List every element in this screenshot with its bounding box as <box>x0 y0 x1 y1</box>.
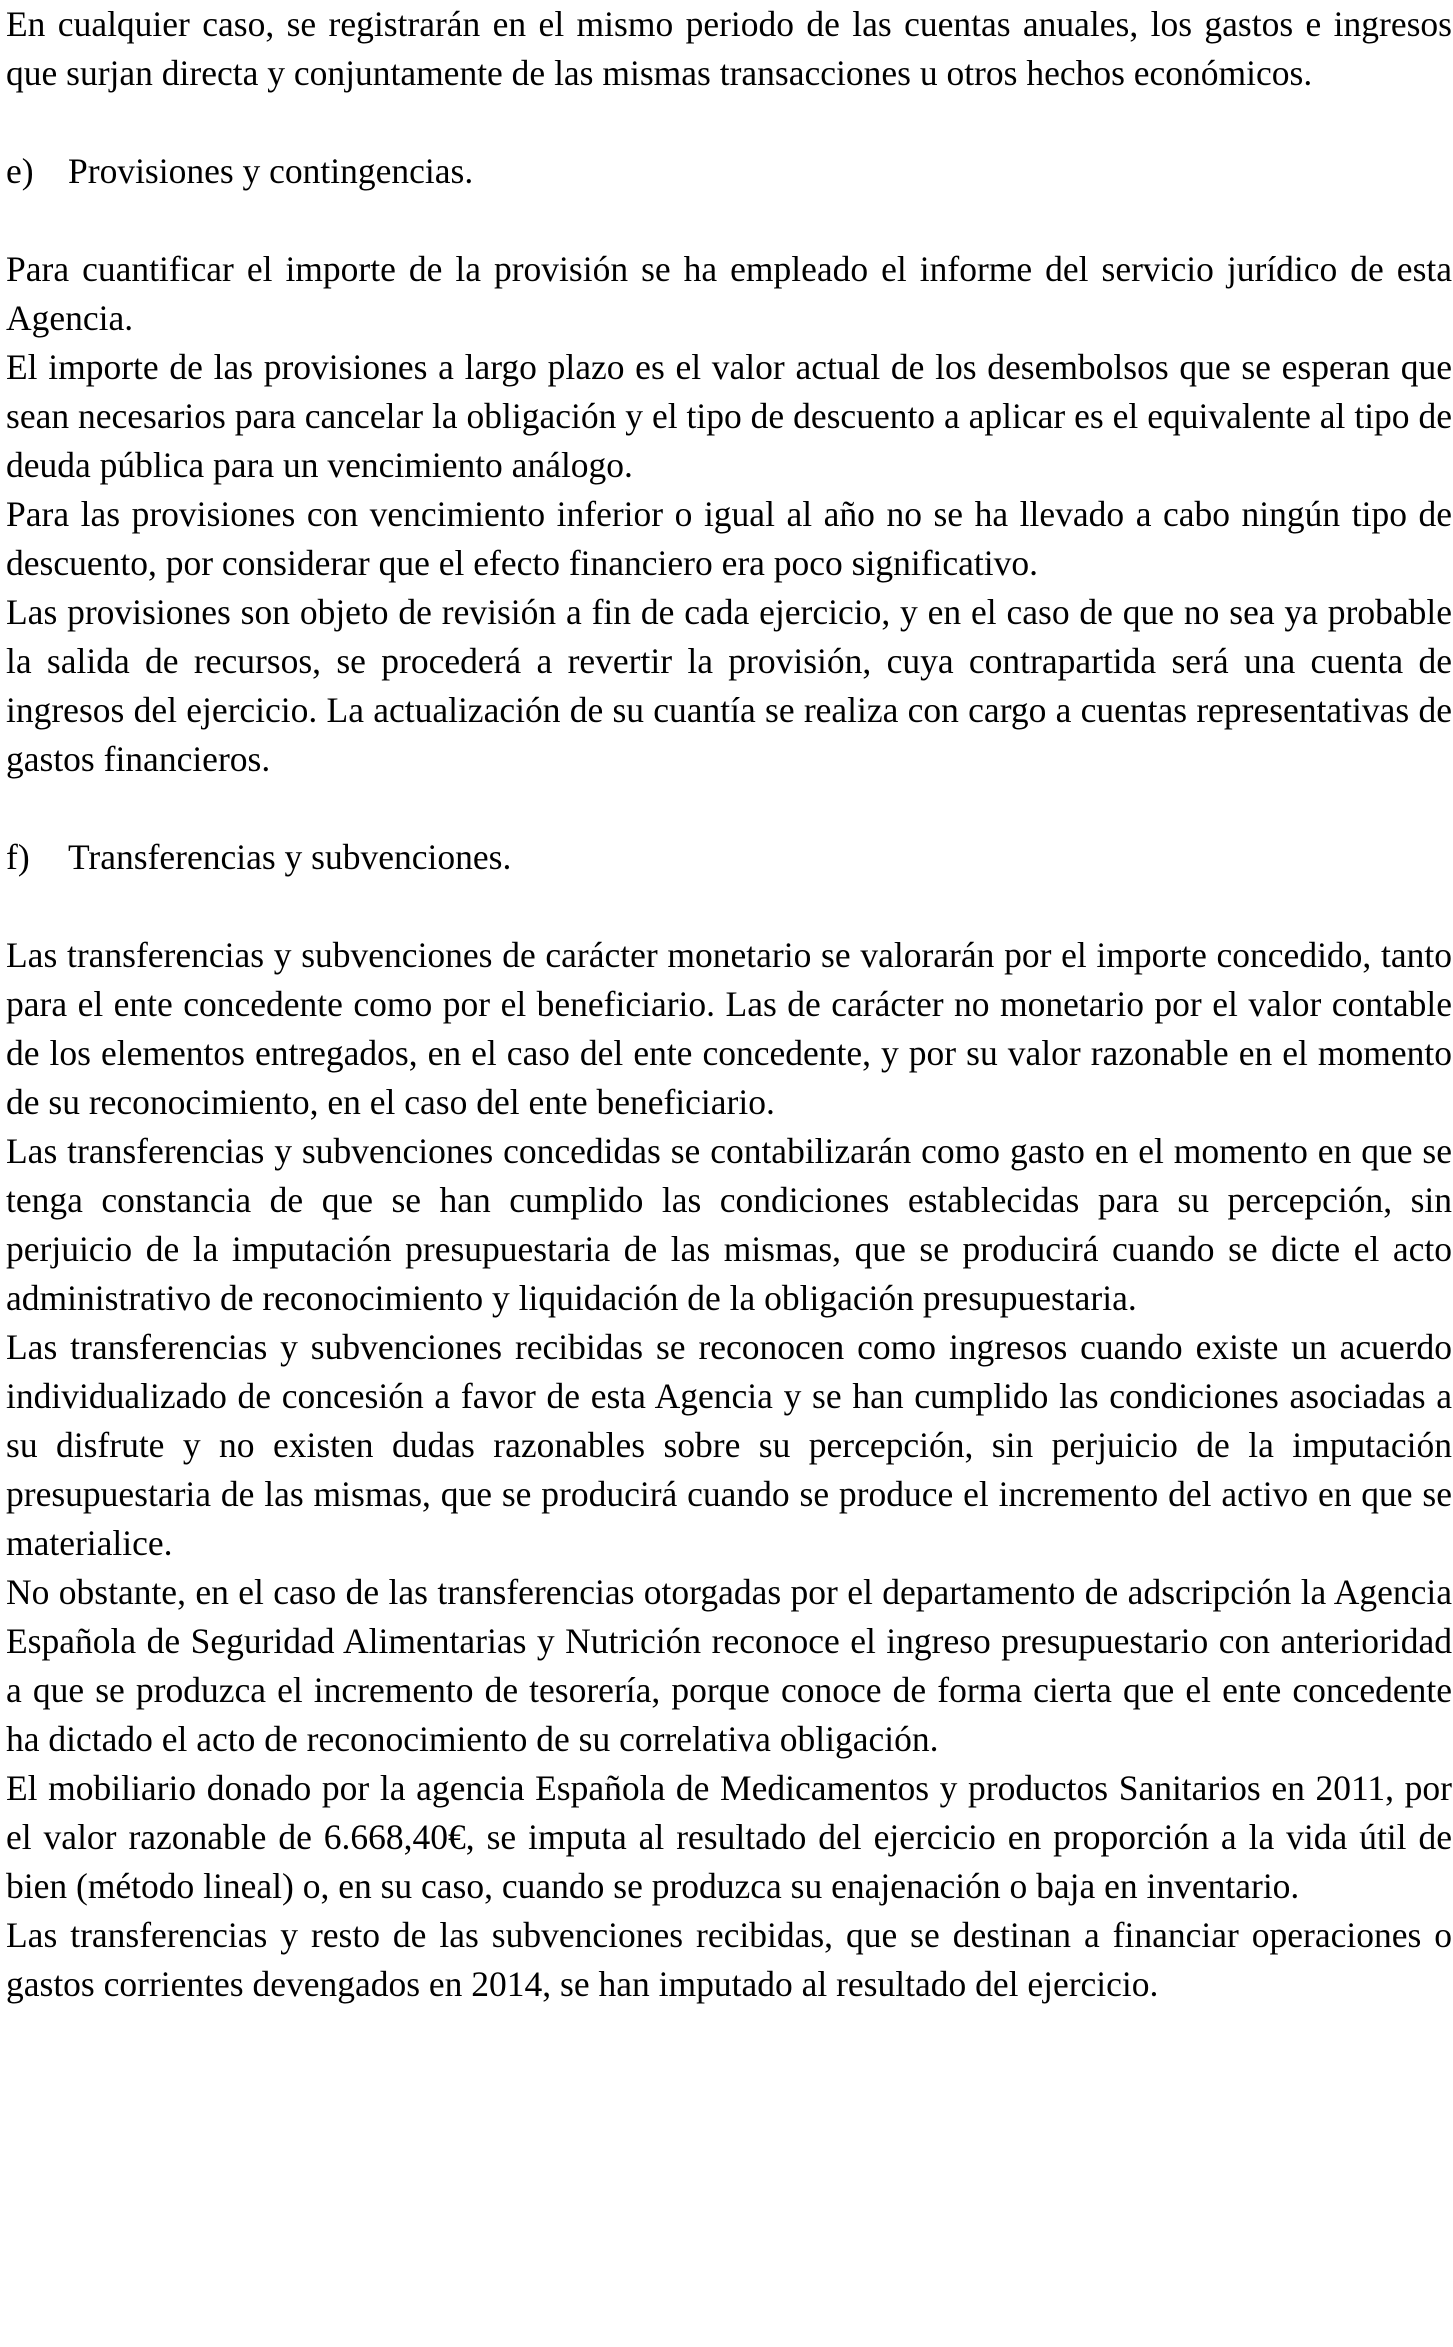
section-e-title: Provisiones y contingencias. <box>68 151 474 191</box>
section-f-paragraph-1: Las transferencias y subvenciones de carácter monetario se valorarán por el importe concedido, tanto para el ente concedente como por el beneficiario. Las de carácter no monetario por el valor contable de los elementos entregados, en el caso del ente concedente, y por su valor razonable en el momento de su reconocimiento, en el caso del ente beneficiario. <box>6 935 1452 1122</box>
section-e-heading <box>6 147 1452 196</box>
section-f-paragraph-3: Las transferencias y subvenciones recibidas se reconocen como ingresos cuando existe un acuerdo individualizado de concesión a favor de esta Agencia y se han cumplido las condiciones asociadas a su disfrute y no existen dudas razonables sobre su percepción, sin perjuicio de la imputación presupuestaria de las mismas, que se producirá cuando se produce el incremento del activo en que se materialice. <box>6 1327 1452 1563</box>
section-f-paragraph-2: Las transferencias y subvenciones concedidas se contabilizarán como gasto en el momento en que se tenga constancia de que se han cumplido las condiciones establecidas para su percepción, sin perjuicio de la imputación presupuestaria de las mismas, que se producirá cuando se dicte el acto administrativo de reconocimiento y liquidación de la obligación presupuestaria. <box>6 1131 1452 1318</box>
section-e-paragraph-2: El importe de las provisiones a largo plazo es el valor actual de los desembolsos que se esperan que sean necesarios para cancelar la obligación y el tipo de descuento a aplicar es el equivalente al tipo de deuda pública para un vencimiento análogo. <box>6 347 1452 485</box>
section-e-paragraph-3: Para las provisiones con vencimiento inferior o igual al año no se ha llevado a cabo ningún tipo de descuento, por considerar que el efecto financiero era poco significativo. <box>6 494 1452 583</box>
section-f-paragraph-4: No obstante, en el caso de las transferencias otorgadas por el departamento de adscripción la Agencia Española de Seguridad Alimentarias y Nutrición reconoce el ingreso presupuestario con anterioridad a que se produzca el incremento de tesorería, porque conoce de forma cierta que el ente concedente ha dictado el acto de reconocimiento de su correlativa obligación. <box>6 1572 1452 1759</box>
section-f-paragraph-5: El mobiliario donado por la agencia Española de Medicamentos y productos Sanitarios en 2011, por el valor razonable de 6.668,40€, se imputa al resultado del ejercicio en proporción a la vida útil de bien (método lineal) o, en su caso, cuando se produzca su enajenación o baja en inventario. <box>6 1768 1452 1906</box>
intro-paragraph: En cualquier caso, se registrarán en el mismo periodo de las cuentas anuales, los gastos e ingresos que surjan directa y conjuntamente de las mismas transacciones u otros hechos económicos. <box>6 4 1452 93</box>
section-e-paragraph-1: Para cuantificar el importe de la provisión se ha empleado el informe del servicio jurídico de esta Agencia. <box>6 249 1452 338</box>
section-f-marker: f) <box>6 837 30 877</box>
section-e-paragraph-4: Las provisiones son objeto de revisión a fin de cada ejercicio, y en el caso de que no sea ya probable la salida de recursos, se procederá a revertir la provisión, cuya contrapartida será una cuenta de ingresos del ejercicio. La actualización de su cuantía se realiza con cargo a cuentas representativas de gastos financieros. <box>6 592 1452 779</box>
section-f-heading <box>6 833 1452 882</box>
section-e-marker: e) <box>6 151 34 191</box>
document-page <box>6 0 1452 2009</box>
section-f-paragraph-6: Las transferencias y resto de las subvenciones recibidas, que se destinan a financiar operaciones o gastos corrientes devengados en 2014, se han imputado al resultado del ejercicio. <box>6 1915 1452 2004</box>
section-f-title: Transferencias y subvenciones. <box>68 837 512 877</box>
